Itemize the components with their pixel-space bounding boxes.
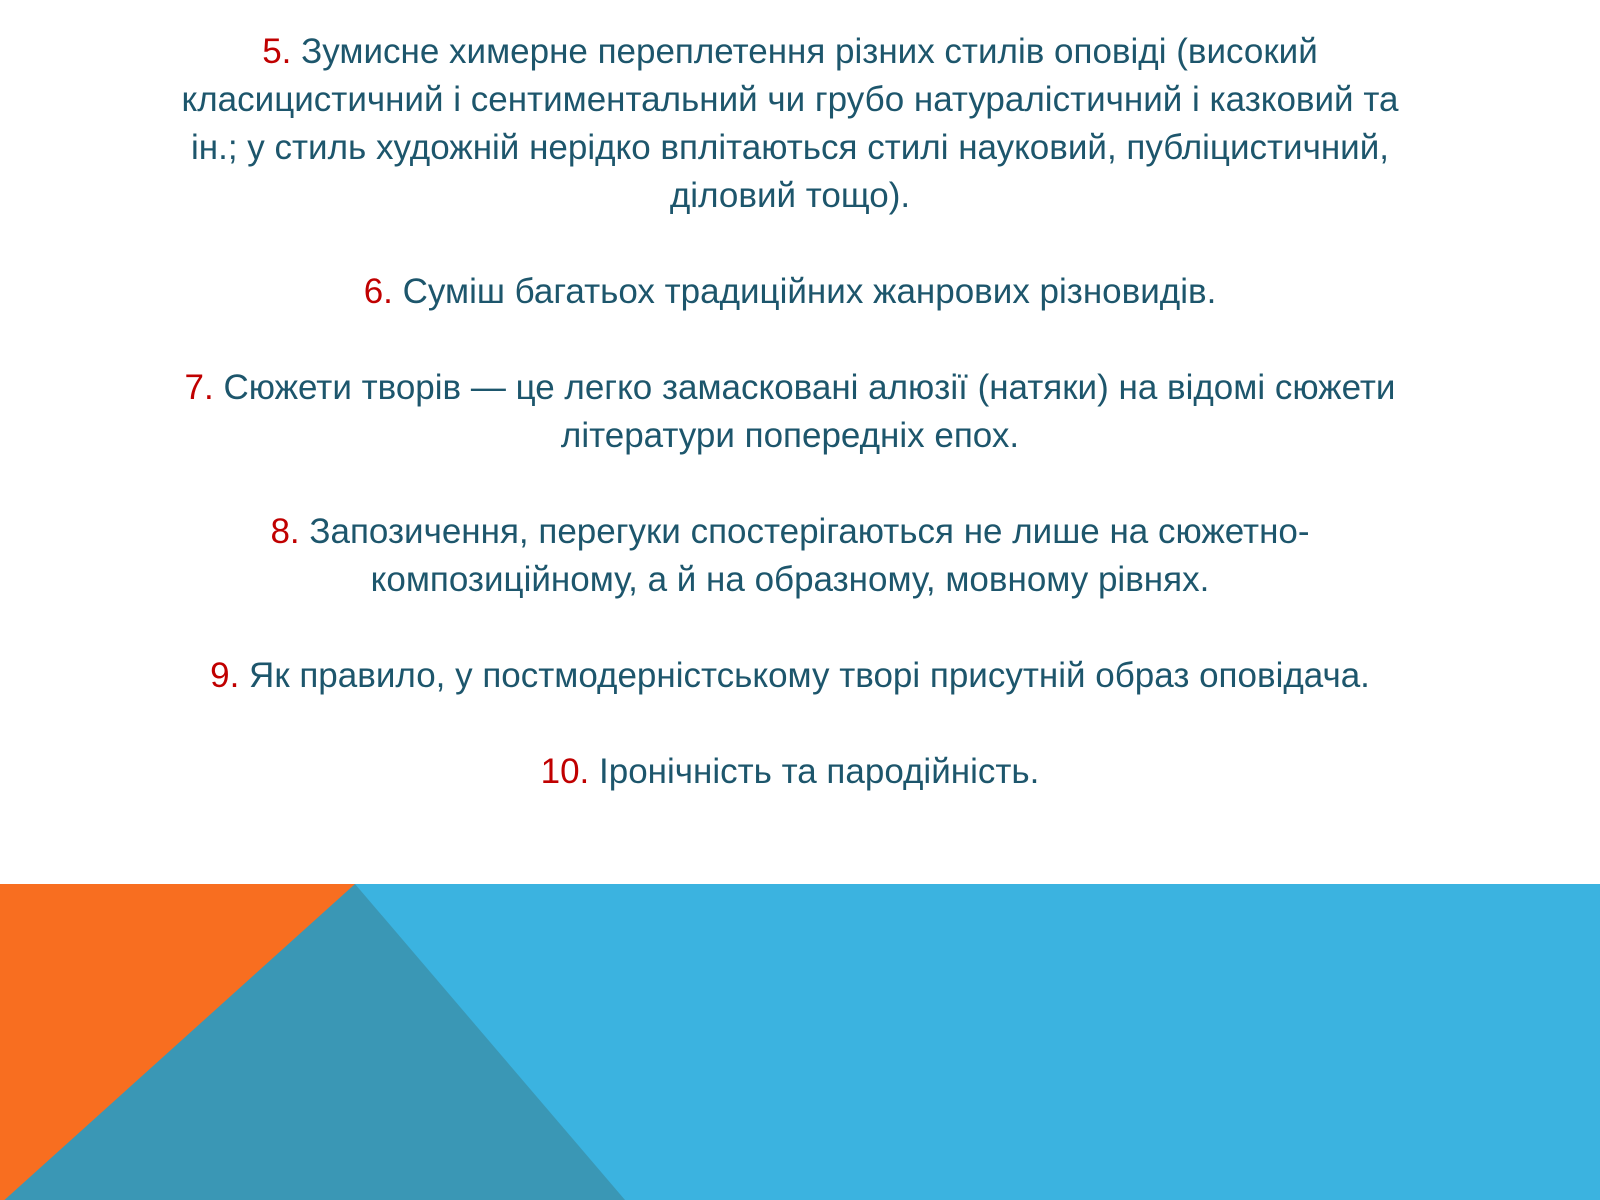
item-number: 5. [262,32,292,71]
item-text: Як правило, у постмодерністському творі присутній образ оповідача. [249,656,1370,695]
item-text: Зумисне химерне переплетення різних стилів оповіді (високий класицистичний і сентиментальний чи грубо натуралістичний і казковий та ін.; у стиль художній нерідко вплітаються стилі науковий, публіцистичний, діловий тощо). [181,32,1399,215]
list-item-7 [160,364,1420,460]
item-text: Сюжети творів — це легко замасковані алюзії (натяки) на відомі сюжети літератури попередніх епох. [223,368,1396,455]
list-item-5 [160,28,1420,220]
item-text: Запозичення, перегуки спостерігаються не лише на сюжетно-композиційному, а й на образному, мовному рівнях. [309,512,1310,599]
item-number: 6. [363,272,393,311]
item-number: 7. [184,368,214,407]
list-item-9 [160,652,1420,700]
decorative-band [0,884,1600,1200]
item-number: 9. [210,656,240,695]
list-item-10 [160,748,1420,796]
list-item-8 [160,508,1420,604]
item-number: 8. [270,512,300,551]
item-text: Суміш багатьох традиційних жанрових різновидів. [402,272,1217,311]
list-item-6 [160,268,1420,316]
item-number: 10. [540,752,590,791]
slide-content [160,28,1420,796]
item-text: Іронічність та пародійність. [599,752,1040,791]
